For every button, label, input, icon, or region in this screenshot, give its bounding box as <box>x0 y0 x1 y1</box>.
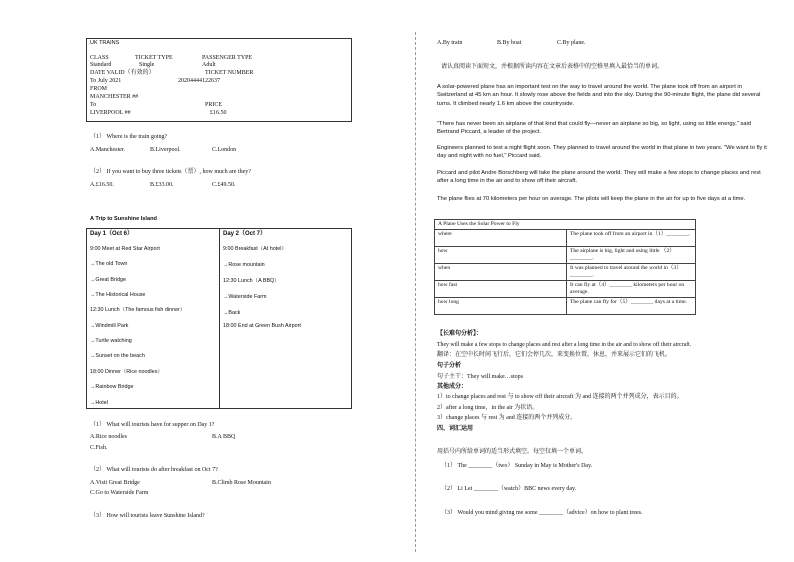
day2-item: →Rose mountain <box>223 262 265 268</box>
table-label: how <box>435 247 567 264</box>
table-row <box>435 281 696 298</box>
section-4-heading: 四、词汇运用 <box>437 426 474 432</box>
trip-q2-option-b: B.Climb Rose Mountain <box>212 480 271 486</box>
ticket-type-value: Single <box>139 62 155 68</box>
day1-item: →Windmill Park <box>90 323 129 329</box>
date-valid-label: DATE VALID（有效的） <box>90 70 155 76</box>
reading-instruction: 请认真阅读下面短文，并根据所读内容在文章后表格中的空格里填入最恰当的单词。 <box>441 64 664 70</box>
trip-title: A Trip to Sunshine Island <box>90 216 157 222</box>
right-option-c: C.By plane. <box>557 40 586 46</box>
day2-item: →Waterside Farm <box>223 294 267 300</box>
right-option-a: A.By train <box>437 40 463 46</box>
ticket-number-label: TICKET NUMBER <box>205 70 254 76</box>
trip-q1-option-b: B.A BBQ <box>212 434 236 440</box>
trip-q2-option-c: C.Go to Waterside Farm <box>90 490 149 496</box>
trip-q1-option-a: A.Rice noodles <box>90 434 127 440</box>
table-label: when <box>435 264 567 281</box>
day1-item: →Hotel <box>90 400 108 406</box>
table-label: where <box>435 230 567 247</box>
ticket-class-label: CLASS <box>90 55 109 61</box>
day1-item: →Turtle watching <box>90 338 132 344</box>
vocab-item: （3） Would you mind giving me some ________（advice）on how to plant trees. <box>441 510 643 516</box>
table-row <box>435 247 696 264</box>
table-row <box>435 298 696 315</box>
analysis-sentence: They will make a few stops to change places and rest after a long time in the air and to show off their aircraft. <box>437 342 692 348</box>
trip-question-1: （1） What will tourists have for supper on Day 1? <box>90 422 215 428</box>
trip-q1-option-c: C.Fish. <box>90 445 108 451</box>
day1-item: →Rainbow Bridge <box>90 384 134 390</box>
analysis-heading: 【长难句分析】： <box>437 331 483 337</box>
table-row <box>435 230 696 247</box>
analysis-point: 3）change places 与 rest 为 and 连接的两个并列成分。 <box>437 415 577 421</box>
question-1: （1） Where is the train going? <box>90 134 168 140</box>
analysis-translation: 翻译：在空中长时间飞行后，它们会停几次，来变换位置，休息，并来展示它们的飞机。 <box>437 352 672 358</box>
passage-paragraph: Piccard and pilot Andre Borschberg will take the plane around the world. They will make a few stops to change places and rest after a long time in the air and to show off their aircraft. <box>437 170 761 185</box>
q2-option-c: C.£49.50. <box>212 182 236 188</box>
table-cell: It can fly at（4）________ kilometers per hour on average. <box>567 281 696 298</box>
vocab-item: （1） The ________（two） Sunday in May is Mother's Day. <box>441 463 593 469</box>
date-value: To July 2021 <box>90 78 122 84</box>
column-divider <box>415 32 416 552</box>
day1-item: →The Historical House <box>90 292 146 298</box>
other-label: 其他成分： <box>437 384 468 390</box>
from-value: MANCHESTER ## <box>90 94 139 100</box>
passage-paragraph: "There has never been an airplane of that kind that could fly—never an airplane so big, so light, using so little energy," said Bertrand Piccard, a leader of the project. <box>437 121 752 136</box>
day1-item: 18:00 Dinner（Rice noodles） <box>90 369 163 375</box>
section-4-instruction: 用括号内所给单词的适当形式填空。每空仅填一个单词。 <box>437 449 588 455</box>
passenger-type-label: PASSENGER TYPE <box>202 55 253 61</box>
table-row <box>435 264 696 281</box>
ticket-number-value: 20204444122637 <box>178 78 220 84</box>
day2-item: →Back <box>223 310 241 316</box>
q1-option-c: C.London <box>212 147 237 153</box>
day1-item: →Great Bridge <box>90 277 126 283</box>
main-clause: 句子主干：They will make…stops <box>437 374 523 380</box>
table-label: how long <box>435 298 567 315</box>
analysis-point: 2）after a long time，in the air 为状语。 <box>437 405 539 411</box>
table-label: how fast <box>435 281 567 298</box>
price-label: PRICE <box>205 102 223 108</box>
passage-paragraph: The plane flies at 70 kilometers per hour on average. The pilots will keep the plane in the air for up to five days at a time. <box>437 196 746 202</box>
table-cell: It was planned to travel around the world in（3）________. <box>567 264 696 281</box>
right-option-b: B.By boat <box>497 40 522 46</box>
summary-table <box>434 219 696 315</box>
day2-item: 12:30 Lunch（A BBQ） <box>223 278 280 284</box>
q1-option-b: B.Liverpool. <box>150 147 181 153</box>
passage-paragraph: A solar-powered plane has an important test on the way to travel around the world. The plane took off from an airport in Switzerland at 45 km an hour. It slowly rose above the fields and into the sky. During the 90-minute flight, the plane did several turns. It climbed nearly 1.6 km above the countryside. <box>437 84 761 107</box>
structure-label: 句子分析 <box>437 363 462 369</box>
question-2: （2） If you want to buy three tickets（票）, how much are they? <box>90 169 251 175</box>
q2-option-a: A.£16.50. <box>90 182 114 188</box>
day1-item: →Sunset on the beach <box>90 353 145 359</box>
vocab-item: （2） Li Lei ________（watch）BBC news every day. <box>441 486 577 492</box>
day2-title: Day 2（Oct 7） <box>223 231 267 237</box>
day2-item: 9:00 Breakfast（At hotel） <box>223 246 287 252</box>
schedule-divider <box>219 228 220 409</box>
day1-item: 9:00 Meet at Red Star Airport <box>90 246 160 252</box>
day2-item: 18:00 End at Green Bush Airport <box>223 323 301 329</box>
from-label: FROM <box>90 86 108 92</box>
table-title: A Plane Uses the Solar Power to Fly <box>435 220 696 230</box>
table-cell: The plane can fly for（5）________ days at a time. <box>567 298 696 315</box>
ticket-header: UK TRAINS <box>90 40 120 46</box>
day1-title: Day 1（Oct 6） <box>90 231 134 237</box>
q2-option-b: B.£33.00. <box>150 182 174 188</box>
day1-item: →The old Town <box>90 261 128 267</box>
price-value: £16.50 <box>210 110 227 116</box>
trip-q2-option-a: A.Visit Great Bridge <box>90 480 140 486</box>
passage-paragraph: Engineers planned to test a night flight soon. They planned to travel around the world in that plane in two years. "We want to fly it day and night with no fuel," Piccard said. <box>437 145 767 160</box>
day1-item: 12:30 Lunch（The famous fish dinner） <box>90 307 186 313</box>
to-label: To <box>90 102 97 108</box>
passenger-type-value: Adult <box>202 62 216 68</box>
trip-question-3: （3） How will tourists leave Sunshine Island? <box>90 513 205 519</box>
ticket-type-label: TICKET TYPE <box>135 55 173 61</box>
table-title-row <box>435 220 696 230</box>
table-cell: The airplane is big, light and using little （2）________. <box>567 247 696 264</box>
q1-option-a: A.Manchester. <box>90 147 125 153</box>
ticket-class-value: Standard <box>90 62 112 68</box>
table-cell: The plane took off from an airport in（1）________. <box>567 230 696 247</box>
to-value: LIVERPOOL ## <box>90 110 131 116</box>
analysis-point: 1）to change places and rest 与 to show off their aircraft 为 and 连接的两个并列成分，表示目的。 <box>437 394 683 400</box>
trip-question-2: （2） What will tourists do after breakfast on Oct 7? <box>90 467 218 473</box>
